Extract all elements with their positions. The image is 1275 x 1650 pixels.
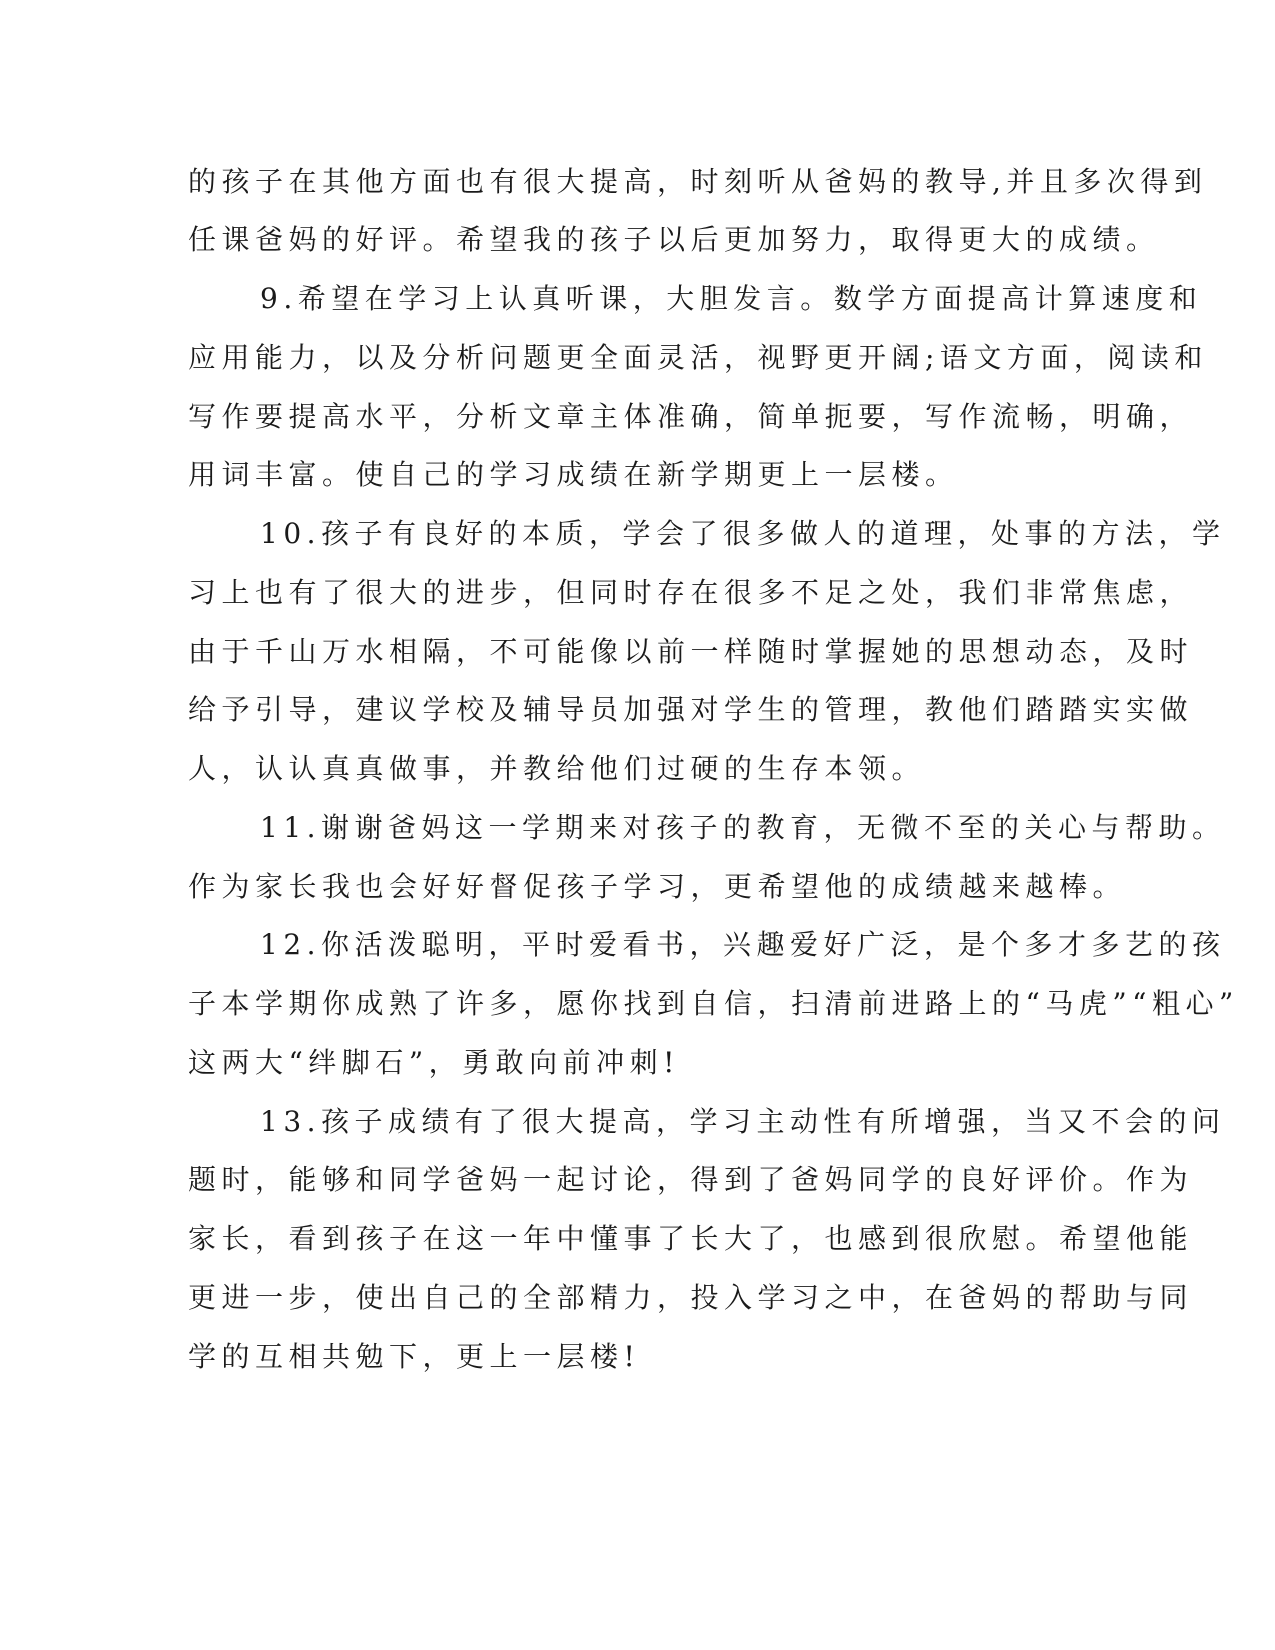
paragraph-8-line-1: 的孩子在其他方面也有很大提高，时刻听从爸妈的教导,并且多次得到 [188, 165, 1208, 198]
paragraph-11-line-1: 11.谢谢爸妈这一学期来对孩子的教育，无微不至的关心与帮助。 [260, 811, 1226, 844]
paragraph-13-line-5: 学的互相共勉下，更上一层楼! [188, 1340, 641, 1373]
paragraph-9-line-1: 9.希望在学习上认真听课，大胆发言。数学方面提高计算速度和 [260, 282, 1203, 315]
paragraph-12-line-2: 子本学期你成熟了许多，愿你找到自信，扫清前进路上的“马虎”“粗心” [188, 987, 1239, 1020]
paragraph-13-line-2: 题时，能够和同学爸妈一起讨论，得到了爸妈同学的良好评价。作为 [188, 1163, 1194, 1196]
paragraph-10-line-1: 10.孩子有良好的本质，学会了很多做人的道理，处事的方法，学 [260, 517, 1226, 550]
paragraph-10-line-4: 给予引导，建议学校及辅导员加强对学生的管理，教他们踏踏实实做 [188, 693, 1194, 726]
paragraph-9-line-4: 用词丰富。使自己的学习成绩在新学期更上一层楼。 [188, 458, 959, 491]
paragraph-13-line-1: 13.孩子成绩有了很大提高，学习主动性有所增强，当又不会的问 [260, 1105, 1226, 1138]
paragraph-10-line-5: 人，认认真真做事，并教给他们过硬的生存本领。 [188, 752, 926, 785]
paragraph-10-line-3: 由于千山万水相隔，不可能像以前一样随时掌握她的思想动态，及时 [188, 635, 1194, 668]
paragraph-9-line-2: 应用能力，以及分析问题更全面灵活，视野更开阔;语文方面，阅读和 [188, 341, 1208, 374]
paragraph-12-line-3: 这两大“绊脚石”，勇敢向前冲刺! [188, 1046, 680, 1079]
paragraph-13-line-4: 更进一步，使出自己的全部精力，投入学习之中，在爸妈的帮助与同 [188, 1281, 1194, 1314]
paragraph-8-line-2: 任课爸妈的好评。希望我的孩子以后更加努力，取得更大的成绩。 [188, 223, 1160, 256]
paragraph-13-line-3: 家长，看到孩子在这一年中懂事了长大了，也感到很欣慰。希望他能 [188, 1222, 1194, 1255]
paragraph-9-line-3: 写作要提高水平，分析文章主体准确，简单扼要，写作流畅，明确， [188, 400, 1194, 433]
paragraph-10-line-2: 习上也有了很大的进步，但同时存在很多不足之处，我们非常焦虑， [188, 576, 1194, 609]
paragraph-11-line-2: 作为家长我也会好好督促孩子学习，更希望他的成绩越来越棒。 [188, 870, 1127, 903]
paragraph-12-line-1: 12.你活泼聪明，平时爱看书，兴趣爱好广泛，是个多才多艺的孩 [260, 928, 1226, 961]
